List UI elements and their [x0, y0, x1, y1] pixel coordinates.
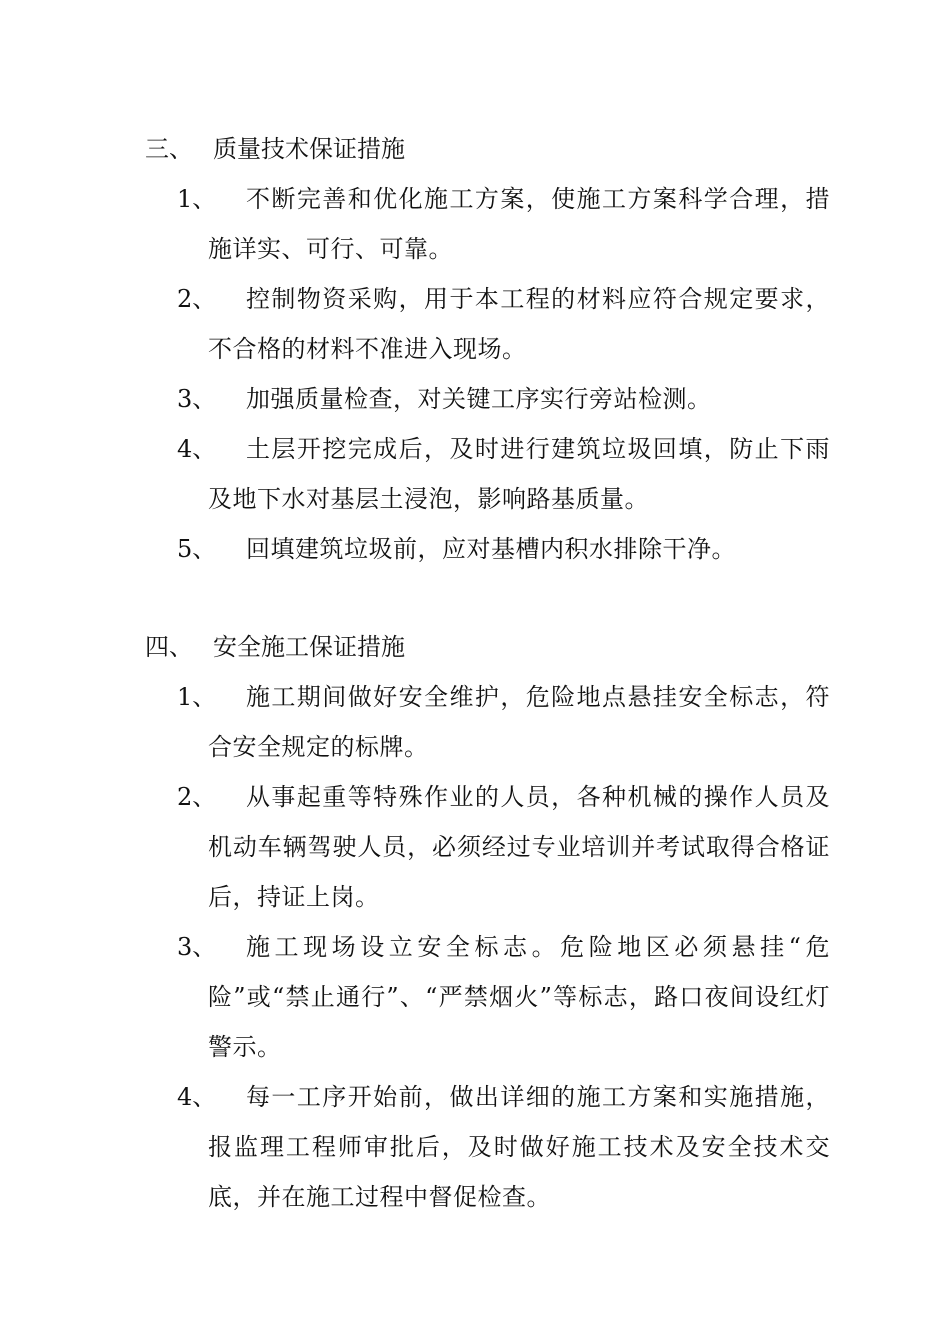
- item-text: 从事起重等特殊作业的人员，各种机械的操作人员及机动车辆驾驶人员，必须经过专业培训并考试取得合格证后，持证上岗。: [208, 783, 830, 911]
- item-text: 不断完善和优化施工方案，使施工方案科学合理，措施详实、可行、可靠。: [208, 185, 830, 263]
- item-number: 1、: [177, 185, 217, 213]
- item-number: 3、: [177, 385, 217, 413]
- section-title: 质量技术保证措施: [213, 135, 405, 163]
- section-heading: [145, 131, 405, 167]
- section-number: 三、: [145, 135, 193, 163]
- item-number: 2、: [177, 285, 217, 313]
- section-heading: [145, 629, 405, 665]
- item-number: 1、: [177, 683, 217, 711]
- item-number: 4、: [177, 435, 217, 463]
- item-text: 施工现场设立安全标志。危险地区必须悬挂“危险”或“禁止通行”、“严禁烟火”等标志，路口夜间设红灯警示。: [208, 933, 830, 1061]
- item-text: 加强质量检查，对关键工序实行旁站检测。: [246, 385, 712, 413]
- item-text: 施工期间做好安全维护，危险地点悬挂安全标志，符合安全规定的标牌。: [208, 683, 830, 761]
- item-number: 3、: [177, 933, 217, 961]
- item-text: 控制物资采购，用于本工程的材料应符合规定要求，不合格的材料不准进入现场。: [208, 285, 830, 363]
- item-number: 4、: [177, 1083, 217, 1111]
- item-number: 2、: [177, 783, 217, 811]
- section-title: 安全施工保证措施: [213, 633, 405, 661]
- item-text: 土层开挖完成后，及时进行建筑垃圾回填，防止下雨及地下水对基层土浸泡，影响路基质量。: [208, 435, 830, 513]
- item-number: 5、: [177, 535, 217, 563]
- item-text: 回填建筑垃圾前，应对基槽内积水排除干净。: [246, 535, 736, 563]
- item-text: 每一工序开始前，做出详细的施工方案和实施措施，报监理工程师审批后，及时做好施工技术及安全技术交底，并在施工过程中督促检查。: [208, 1083, 830, 1211]
- section-number: 四、: [145, 633, 193, 661]
